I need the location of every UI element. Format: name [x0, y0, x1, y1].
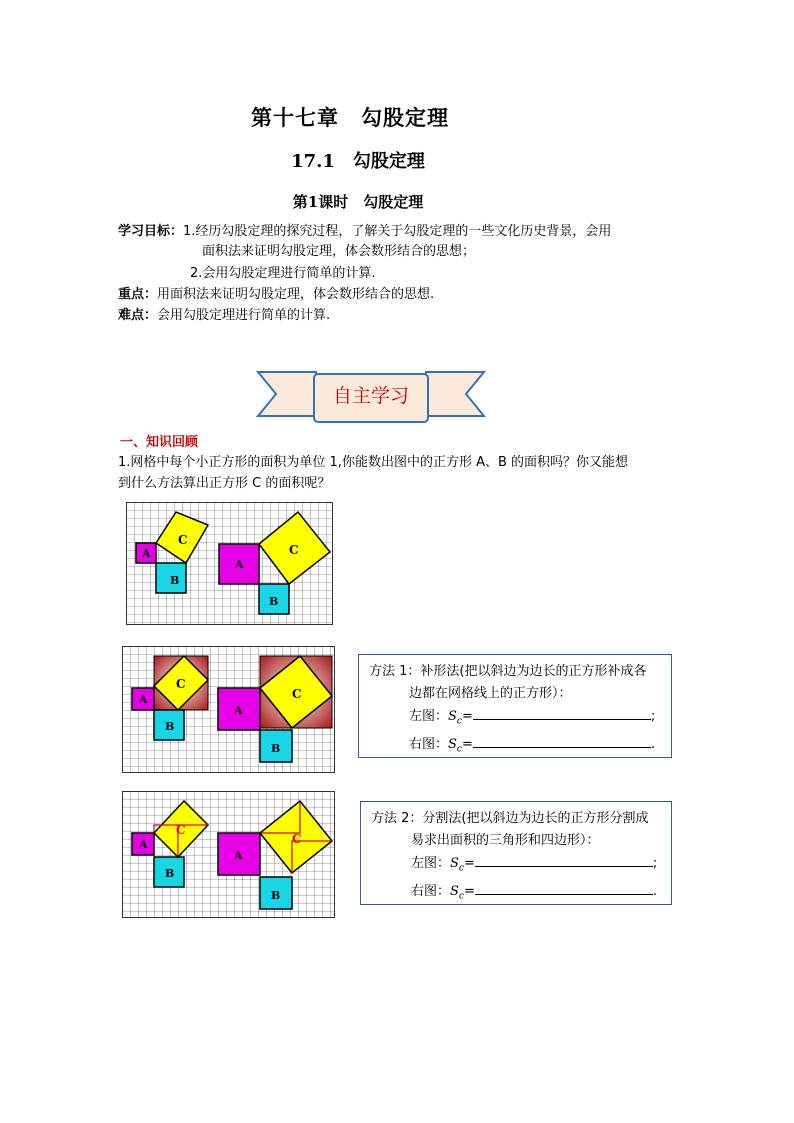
- method-2-left-answer: [371, 852, 661, 880]
- label-a-left: A: [142, 547, 151, 560]
- equals-sign: =: [461, 736, 473, 752]
- method-1-left-answer: [369, 705, 661, 733]
- equals-sign: =: [463, 856, 475, 871]
- s-subscript: c: [456, 744, 462, 755]
- method-1-line2: 边都在网格线上的正方形）：: [409, 686, 572, 701]
- key-point: [118, 285, 434, 305]
- label-b-right-3: B: [271, 889, 281, 902]
- label-a-right-2: A: [234, 704, 243, 717]
- label-a-left-2: A: [139, 693, 148, 706]
- difficulty-label: 难点：: [118, 308, 158, 323]
- method-1-right-label: 右图：: [409, 736, 449, 752]
- label-c-right: C: [289, 543, 299, 557]
- grid-figure-3: [122, 791, 336, 919]
- method-2-right-answer: [371, 880, 661, 908]
- method-2-right-blank[interactable]: [475, 880, 653, 895]
- method-2-left-label: 左图：: [411, 856, 451, 871]
- method-1-box: [358, 654, 672, 758]
- s-symbol: S: [448, 709, 457, 724]
- method-2-line1: 方法 2：分割法(把以斜边为边长的正方形分割成: [371, 811, 649, 826]
- lesson-title: 第1课时 勾股定理: [292, 193, 424, 211]
- period: .: [652, 883, 658, 899]
- label-a-right: A: [235, 558, 244, 571]
- section-title: 17.1 勾股定理: [291, 151, 425, 172]
- key-point-text: 用面积法来证明勾股定理，体会数形结合的思想.: [157, 287, 435, 302]
- question-1-line2: 到什么方法算出正方形 C 的面积呢？: [118, 476, 331, 491]
- label-b-left: B: [170, 574, 180, 587]
- equals-sign: =: [463, 883, 475, 899]
- label-b-right-2: B: [271, 742, 281, 755]
- semicolon: ;: [652, 856, 658, 871]
- difficulty-text: 会用勾股定理进行简单的计算.: [157, 308, 331, 323]
- s-symbol: S: [448, 736, 457, 752]
- method-1-right-answer: [369, 733, 661, 761]
- grid-figure-1: [126, 502, 334, 626]
- label-a-left-3: A: [139, 838, 148, 851]
- section-heading-review: 一、知识回顾: [120, 435, 199, 450]
- label-c-left-2: C: [176, 677, 186, 691]
- s-symbol: S: [450, 883, 459, 899]
- label-c-left: C: [178, 533, 188, 547]
- s-subscript: c: [458, 863, 464, 874]
- key-point-label: 重点：: [118, 287, 158, 302]
- period: .: [650, 736, 656, 752]
- method-2-box: [360, 801, 672, 905]
- label-c-right-3: C: [292, 832, 302, 846]
- objective-1-line2: 面积法来证明勾股定理，体会数形结合的思想；: [202, 244, 476, 259]
- equals-sign: =: [461, 709, 473, 724]
- objectives-line1: [118, 222, 611, 242]
- method-1-line1: 方法 1：补形法(把以斜边为边长的正方形补成各: [369, 664, 647, 679]
- label-c-right-2: C: [292, 687, 302, 701]
- label-a-right-3: A: [234, 849, 243, 862]
- label-b-left-3: B: [165, 867, 175, 880]
- semicolon: ;: [650, 709, 656, 724]
- grid-figure-2: [122, 646, 336, 774]
- method-1-right-blank[interactable]: [473, 733, 651, 748]
- label-b-right: B: [269, 595, 279, 608]
- question-1-line1: 1.网格中每个小正方形的面积为单位 1,你能数出图中的正方形 A、B 的面积吗？你又能想: [118, 455, 629, 470]
- banner-text: 自主学习: [332, 385, 409, 407]
- objective-1-line1: 1.经历勾股定理的探究过程，了解关于勾股定理的一些文化历史背景，会用: [183, 224, 612, 239]
- method-2-right-label: 右图：: [411, 883, 451, 899]
- s-subscript: c: [456, 716, 462, 727]
- method-2-line2: 易求出面积的三角形和四边形）：: [411, 833, 600, 848]
- method-1-left-label: 左图：: [409, 709, 449, 724]
- difficulty: [118, 306, 330, 326]
- s-subscript: c: [458, 891, 464, 902]
- chapter-title: 第十七章 勾股定理: [251, 105, 449, 130]
- method-2-left-blank[interactable]: [475, 852, 653, 867]
- objectives-label: 学习目标：: [118, 224, 184, 239]
- method-1-left-blank[interactable]: [473, 705, 651, 720]
- label-c-left-3: C: [176, 823, 186, 837]
- label-b-left-2: B: [165, 720, 175, 733]
- s-symbol: S: [450, 856, 459, 871]
- objective-2: 2.会用勾股定理进行简单的计算.: [190, 266, 376, 281]
